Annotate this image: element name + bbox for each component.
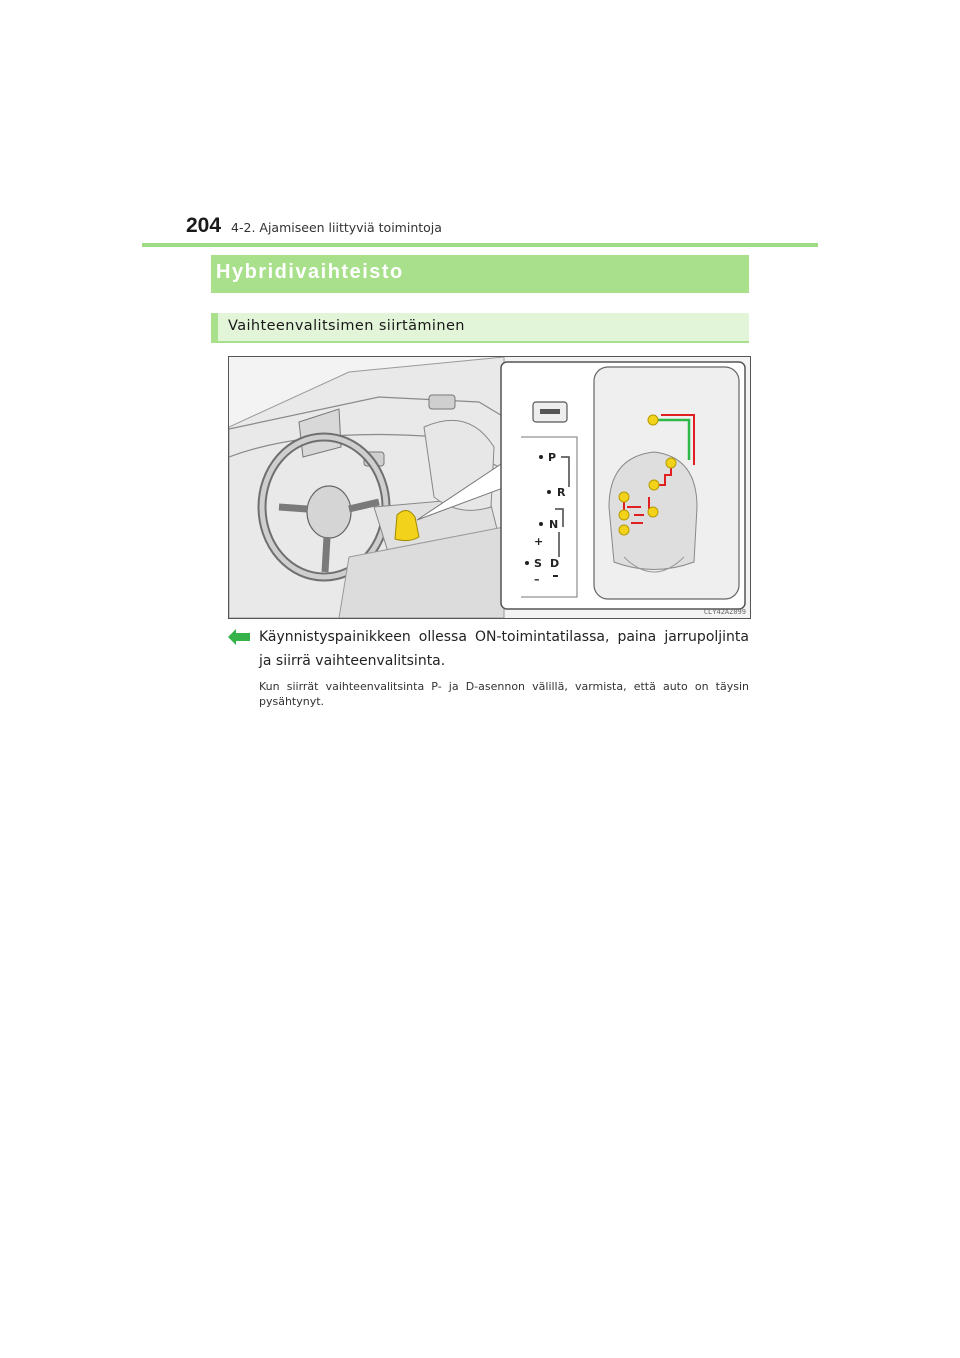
gear-label-p: P bbox=[548, 451, 557, 464]
gear-label-s: S bbox=[534, 557, 542, 570]
page-number: 204 bbox=[186, 214, 222, 237]
header-rule bbox=[142, 243, 818, 247]
gear-label-d: D bbox=[550, 557, 560, 570]
heading1: Hybridivaihteisto bbox=[216, 261, 404, 283]
shift-lever-illustration bbox=[228, 356, 751, 619]
heading2: Vaihteenvalitsimen siirtäminen bbox=[228, 318, 465, 334]
figure-code: CLY42AZ099 bbox=[703, 608, 746, 616]
page-header bbox=[186, 214, 442, 238]
illustration-svg bbox=[229, 357, 750, 618]
left-arrow-icon bbox=[228, 629, 250, 645]
gear-label-plus: + bbox=[534, 535, 544, 548]
gear-label-n: N bbox=[549, 518, 559, 531]
step-instruction: Käynnistyspainikkeen ollessa ON-toimintatilassa, paina jarrupoljinta ja siirrä vaihteenvalitsinta. bbox=[259, 629, 749, 669]
gear-label-r: R bbox=[557, 486, 566, 499]
section-title: 4-2. Ajamiseen liittyviä toimintoja bbox=[231, 220, 442, 235]
heading2-underline bbox=[211, 341, 749, 343]
heading2-accent bbox=[211, 313, 218, 343]
gear-label-minus: – bbox=[534, 573, 540, 586]
note-text: Kun siirrät vaihteenvalitsinta P- ja D-asennon välillä, varmista, että auto on täysin pysähtynyt. bbox=[259, 680, 749, 708]
